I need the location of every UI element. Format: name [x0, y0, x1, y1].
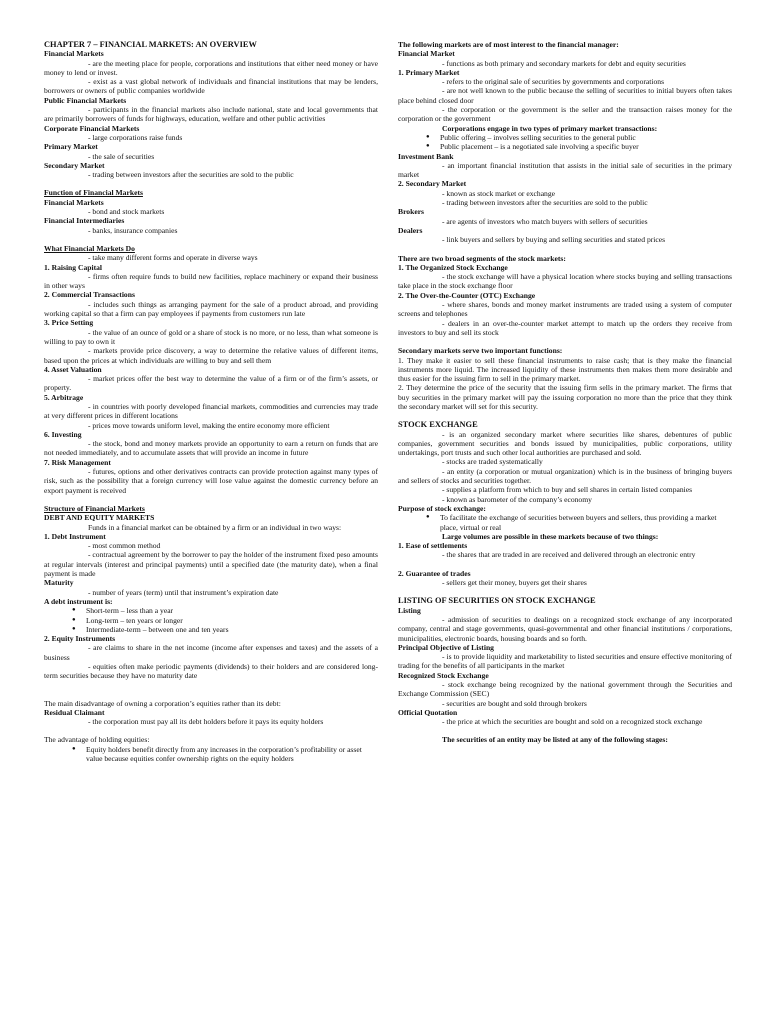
heading: Secondary markets serve two important functions: — [398, 346, 563, 356]
spacer — [398, 726, 732, 735]
paragraph: - supplies a platform from which to buy and sell shares in certain listed companies — [442, 485, 693, 495]
underlined-heading: What Financial Markets Do — [44, 243, 135, 253]
underlined-heading: Function of Financial Markets — [44, 188, 143, 198]
heading: Listing — [398, 605, 421, 615]
spacer — [398, 587, 732, 596]
paragraph: - large corporations raise funds — [88, 132, 183, 142]
bullet-list — [398, 513, 732, 532]
paragraph: - in countries with poorly developed financial markets, commodities and currencies may trade at very different prices in different locations — [44, 401, 378, 421]
heading: 5. Arbitrage — [44, 392, 84, 402]
paragraph: - is an organized secondary market where securities like shares, debentures of public companies, government securities and bonds issued by municipalities, public corporations, utility undertakings, port trusts and such other local authorities are purchased and sold. — [398, 429, 732, 458]
heading: Financial Markets — [44, 49, 104, 59]
heading: 2. Guarantee of trades — [398, 568, 471, 578]
paragraph: The advantage of holding equities: — [44, 735, 150, 745]
paragraph: - stock exchange being recognized by the national government through the Securities and Exchange Commission (SEC) — [398, 680, 732, 699]
paragraph: - the value of an ounce of gold or a share of stock is no more, or no less, than what someone is willing to pay to own it — [44, 327, 378, 346]
bullet-list — [44, 745, 378, 764]
bullet-list — [44, 606, 378, 634]
heading: 2. Equity Instruments — [44, 634, 116, 644]
paragraph: - participants in the financial markets also include national, state and local governments that are primarily borrowers of funds for highways, education, welfare and other public activities — [44, 105, 378, 124]
spacer — [44, 690, 378, 699]
paragraph: - the sale of securities — [88, 151, 155, 161]
bullet-item: ● To facilitate the exchange of securities between buyers and sellers, thus providing a market place, virtual or real — [440, 513, 732, 532]
paragraph: - bond and stock markets — [88, 207, 165, 217]
spacer — [44, 179, 378, 188]
heading: 2. Secondary Market — [398, 179, 467, 189]
paragraph: The main disadvantage of owning a corporation’s equities rather than its debt: — [44, 698, 281, 708]
paragraph: - the stock exchange will have a physical location where stocks buying and selling transactions take place in the stock exchange floor — [398, 272, 732, 291]
paragraph: - securities are bought and sold through brokers — [442, 698, 587, 708]
bullet-item: ● Equity holders benefit directly from any increases in the corporation’s profitability or asset value because equities confer ownership rights on the equity holders — [86, 745, 378, 764]
paragraph: - is to provide liquidity and marketability to listed securities and ensure effective monitoring of trading for the benefits of all participants in the market — [398, 652, 732, 671]
indented-heading: Large volumes are possible in these markets because of two things: — [442, 531, 659, 541]
heading: 7. Risk Management — [44, 457, 111, 467]
bullet-item: ● Public offering – involves selling securities to the general public — [440, 133, 732, 142]
paragraph: - most common method — [88, 541, 161, 551]
paragraph: - dealers in an over-the-counter market attempt to match up the orders they receive from investors to buy and sell its stock — [398, 318, 732, 337]
heading: Financial Market — [398, 49, 455, 59]
paragraph: - an important financial institution that assists in the initial sale of securities in the primary market — [398, 160, 732, 180]
paragraph: - are the meeting place for people, corporations and institutions that either need money or have money to lend or invest. — [44, 58, 378, 77]
paragraph: - are agents of investors who match buyers with sellers of securities — [442, 216, 648, 226]
heading: 1. Ease of settlements — [398, 541, 468, 551]
spacer — [44, 495, 378, 504]
heading: Primary Market — [44, 142, 98, 152]
paragraph: - contractual agreement by the borrower to pay the holder of the instrument fixed peso amounts at regular intervals (interest and principal payments) until a specified date (the maturity date), when a final payment is made — [44, 550, 378, 579]
paragraph: - functions as both primary and secondary markets for debt and equity securities — [442, 58, 686, 68]
paragraph: - market prices offer the best way to determine the value of a firm or of the firm’s assets, or property. — [44, 374, 378, 393]
paragraph: - the corporation must pay all its debt holders before it pays its equity holders — [88, 717, 324, 727]
heading: 2. The Over-the-Counter (OTC) Exchange — [398, 290, 536, 300]
heading: DEBT AND EQUITY MARKETS — [44, 513, 155, 523]
underlined-heading: Structure of Financial Markets — [44, 503, 145, 513]
bullet-list — [398, 133, 732, 152]
paragraph: - markets provide price discovery, a way to determine the relative values of different items, based upon the prices at which individuals are willing to buy and sell them — [44, 346, 378, 365]
section-title: STOCK EXCHANGE — [398, 420, 478, 430]
paragraph: - the stock, bond and money markets provide an opportunity to earn a return on funds that are not needed immediately, and to accumulate assets that will provide an income in future — [44, 439, 378, 458]
paragraph: - take many different forms and operate in diverse ways — [88, 253, 258, 263]
spacer — [44, 235, 378, 244]
left-column — [44, 40, 378, 1016]
heading: Recognized Stock Exchange — [398, 670, 489, 680]
heading: 1. Raising Capital — [44, 262, 103, 272]
paragraph: - banks, insurance companies — [88, 225, 178, 235]
heading: Public Financial Markets — [44, 95, 127, 105]
heading: Brokers — [398, 207, 425, 217]
heading: Maturity — [44, 578, 74, 588]
heading: 1. Primary Market — [398, 67, 460, 77]
paragraph: - admission of securities to dealings on a recognized stock exchange of any incorporated company, central and stage governments, quasi-governmental and other financial institutions / corporations, municipalities, electronic boards, housing boards and so forth. — [398, 614, 732, 643]
heading: 1. The Organized Stock Exchange — [398, 262, 508, 272]
paragraph: - known as stock market or exchange — [442, 188, 556, 198]
spacer — [398, 337, 732, 346]
paragraph: - stocks are traded systematically — [442, 457, 543, 467]
indented-heading: Corporations engage in two types of primary market transactions: — [442, 123, 658, 133]
paragraph: - firms often require funds to build new facilities, replace machinery or expand their business in other ways — [44, 271, 378, 291]
paragraph: - the price at which the securities are bought and sold on a recognized stock exchange — [442, 717, 703, 727]
heading: A debt instrument is: — [44, 596, 113, 606]
spacer — [44, 726, 378, 735]
bullet-item: ● Public placement – is a negotiated sale involving a specific buyer — [440, 142, 732, 151]
spacer — [398, 245, 732, 254]
heading: 6. Investing — [44, 429, 82, 439]
bullet-item: ● Short-term – less than a year — [86, 606, 378, 615]
paragraph: - the shares that are traded in are received and delivered through an electronic entry — [442, 550, 696, 560]
spacer — [398, 411, 732, 420]
heading: Financial Intermediaries — [44, 216, 125, 226]
heading: There are two broad segments of the stock markets: — [398, 253, 566, 263]
paragraph: - includes such things as arranging payment for the sale of a product abroad, and providing working capital so that a firm can pay employees if payments from customers run late — [44, 299, 378, 319]
paragraph: - the corporation or the government is the seller and the transaction raises money for the corporation or the government — [398, 105, 732, 124]
heading: Dealers — [398, 225, 423, 235]
heading: 2. Commercial Transactions — [44, 290, 135, 300]
bullet-item: ● Long-term – ten years or longer — [86, 616, 378, 625]
paragraph: - equities often make periodic payments (dividends) to their holders and are considered long-term securities because they have no maturity date — [44, 662, 378, 681]
indented-heading: The securities of an entity may be listed at any of the following stages: — [442, 735, 668, 745]
heading: Investment Bank — [398, 151, 454, 161]
heading: The following markets are of most interest to the financial manager: — [398, 40, 619, 49]
heading: Secondary Market — [44, 160, 105, 170]
heading: Residual Claimant — [44, 707, 105, 717]
paragraph: - are not well known to the public because the selling of securities to initial buyers often takes place behind closed door — [398, 86, 732, 105]
section-title: CHAPTER 7 – FINANCIAL MARKETS: AN OVERVIEW — [44, 40, 257, 49]
paragraph: - sellers get their money, buyers get their shares — [442, 578, 587, 588]
spacer — [398, 560, 732, 569]
right-column — [398, 40, 732, 1016]
paragraph: - prices move towards uniform level, making the entire economy more efficient — [88, 420, 330, 430]
heading: Principal Objective of Listing — [398, 642, 494, 652]
paragraph: - futures, options and other derivatives contracts can provide protection against many types of risk, such as the possibility that a foreign currency will lose value against the domestic currency before an export payment is received — [44, 467, 378, 495]
paragraph: - link buyers and sellers by buying and selling securities and stated prices — [442, 235, 666, 245]
paragraph: 1. They make it easier to sell these financial instruments to raise cash; that is they make the financial instruments more liquid. The increased liquidity of these instruments then makes them more desirable and thus easier for the issuing firm to sell in the primary market. — [398, 355, 732, 384]
paragraph: - trading between investors after the securities are sold to the public — [442, 198, 648, 208]
heading: Official Quotation — [398, 707, 458, 717]
paragraph: Funds in a financial market can be obtained by a firm or an individual in two ways: — [88, 522, 342, 532]
paragraph: 2. They determine the price of the security that the issuing firm sells in the primary market. The firms that buy securities in the primary market will pay the issuing corporation no more than the price that they think the secondary market will set for this security. — [398, 383, 732, 411]
bullet-item: ● Intermediate-term – between one and ten years — [86, 625, 378, 634]
paragraph: - are claims to share in the net income (income after expenses and taxes) and the assets of a business — [44, 643, 378, 662]
heading: Financial Markets — [44, 197, 104, 207]
paragraph: - an entity (a corporation or mutual organization) which is in the business of bringing buyers and sellers of stocks and securities together. — [398, 466, 732, 486]
heading: Corporate Financial Markets — [44, 123, 140, 133]
paragraph: - number of years (term) until that instrument’s expiration date — [88, 587, 279, 597]
section-title: LISTING OF SECURITIES ON STOCK EXCHANGE — [398, 596, 596, 606]
spacer — [44, 681, 378, 690]
paragraph: - refers to the original sale of securities by governments and corporations — [442, 77, 665, 87]
heading: 3. Price Setting — [44, 318, 94, 328]
paragraph: - exist as a vast global network of individuals and financial institutions that may be lenders, borrowers or owners of public companies worldwide — [44, 77, 378, 96]
heading: 1. Debt Instrument — [44, 531, 106, 541]
paragraph: - where shares, bonds and money market instruments are traded using a system of computer screens and telephones — [398, 300, 732, 319]
paragraph: - trading between investors after the securities are sold to the public — [88, 170, 294, 180]
heading: Purpose of stock exchange: — [398, 503, 486, 513]
heading: 4. Asset Valuation — [44, 364, 102, 374]
paragraph: - known as barometer of the company’s economy — [442, 494, 592, 504]
